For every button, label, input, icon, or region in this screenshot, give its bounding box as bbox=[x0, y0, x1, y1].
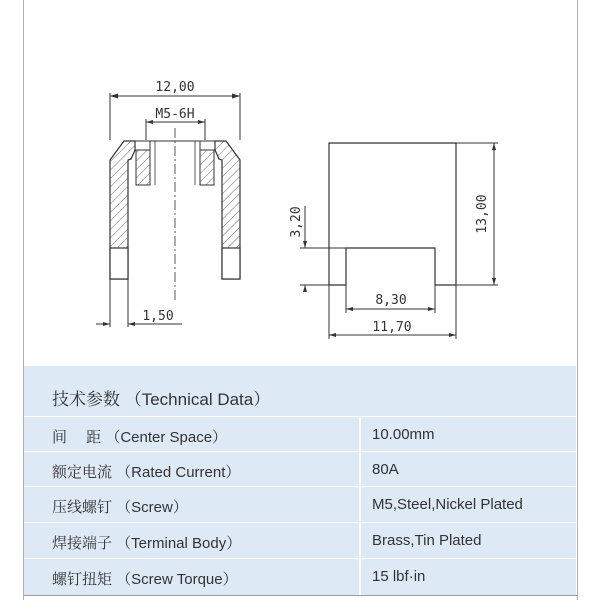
row-value: 10.00mm bbox=[372, 426, 435, 443]
front-wall-dim: 1,50 bbox=[142, 309, 174, 324]
side-height-dim: 13,00 bbox=[475, 194, 490, 234]
bottom-border bbox=[24, 595, 577, 596]
table-row-screw-torque bbox=[24, 558, 576, 593]
side-width-dim: 11,70 bbox=[372, 320, 412, 335]
row-label: 额定电流 （Rated Current） bbox=[52, 464, 241, 481]
table-row-screw bbox=[24, 486, 576, 521]
row-label: 间 距 （Center Space） bbox=[52, 429, 228, 446]
row-value: Brass,Tin Plated bbox=[372, 532, 482, 549]
front-thread-dim: M5-6H bbox=[155, 107, 195, 122]
row-label: 螺钉扭矩 （Screw Torque） bbox=[52, 571, 238, 588]
side-view bbox=[289, 143, 498, 339]
front-view bbox=[96, 80, 240, 327]
row-value: M5,Steel,Nickel Plated bbox=[372, 496, 523, 513]
row-label: 压线螺钉 （Screw） bbox=[52, 499, 188, 516]
table-row-rated-current bbox=[24, 451, 576, 486]
side-slot-height-dim: 3,20 bbox=[289, 206, 304, 238]
table-row-terminal-body bbox=[24, 522, 576, 557]
table-row-center-space bbox=[24, 416, 576, 451]
table-title: 技术参数 （Technical Data） bbox=[52, 390, 271, 409]
row-value: 80A bbox=[372, 461, 399, 478]
technical-data-table bbox=[24, 366, 576, 595]
row-label: 焊接端子 （Terminal Body） bbox=[52, 535, 242, 552]
row-value: 15 lbf·in bbox=[372, 568, 426, 585]
side-slot-width-dim: 8,30 bbox=[375, 293, 407, 308]
table-header bbox=[24, 366, 576, 416]
front-width-dim: 12,00 bbox=[155, 80, 195, 95]
